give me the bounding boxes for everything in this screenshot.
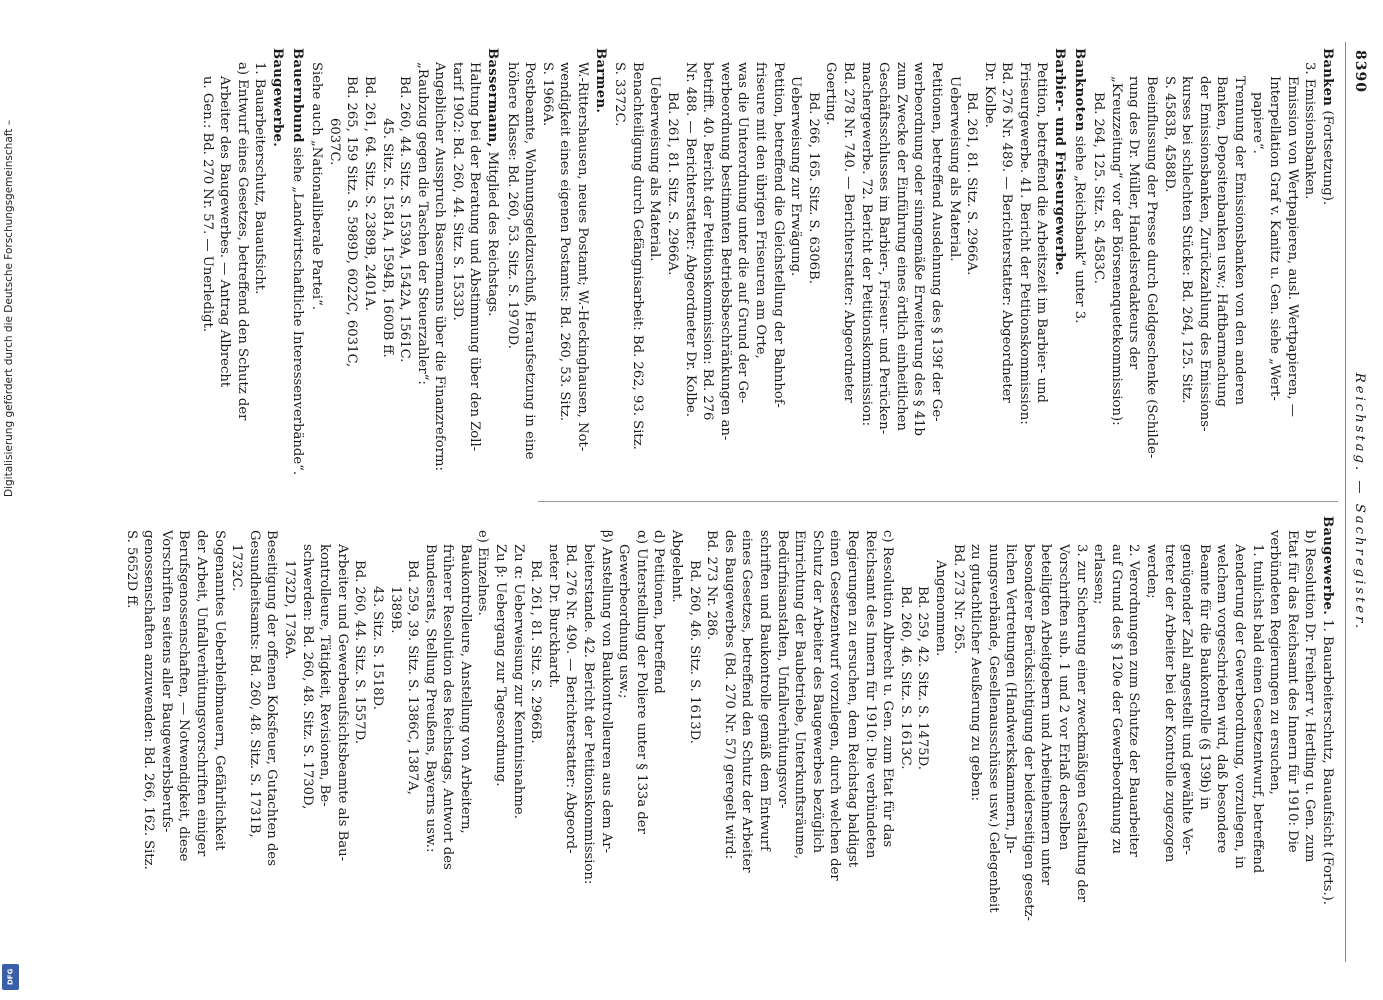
entry-line: Bd. 278 Nr. 740. — Berichterstatter: Abgeordneter xyxy=(840,62,856,403)
entry-line: c) Resolution Albrecht u. Gen. zum Etat für das xyxy=(880,530,896,848)
entry-line: siehe „Landwirtschaftliche Interessenverbände“. xyxy=(289,142,305,476)
index-entry xyxy=(308,48,502,488)
index-entry xyxy=(122,516,1336,956)
entry-line: S. 4583B, 4588D. xyxy=(1161,76,1177,193)
entry-line: Vorschriften sub. 1 und 2 vor Erlaß derselben xyxy=(1056,544,1072,851)
entry-line: 3. zur Sicherung einer zweckmäßigen Gestaltung der xyxy=(1073,544,1089,903)
entry-line: beteiligten Arbeitgebern und Arbeitnehmern unter xyxy=(1038,544,1054,886)
entry-line: Einrichtung der Baubetriebe, Unterkunftsräume, xyxy=(792,530,808,860)
entry-line: Baukontrolleure, Anstellung von Arbeitern, xyxy=(457,544,473,834)
entry-line: friseure mit den übrigen Friseuren am Orte, xyxy=(753,62,768,359)
index-entry xyxy=(288,48,306,488)
entry-line: Trennung der Emissionsbanken von den anderen xyxy=(1232,76,1248,406)
entry-line: kontrolleure, Tätigkeit, Revisionen, Be- xyxy=(317,544,333,807)
entry-line: rung des Dr. Müller, Handelsredakteurs der xyxy=(1126,76,1142,370)
entry-line: 2. Verordnungen zum Schutze der Bauarbeiter xyxy=(1126,544,1142,857)
entry-heading: Baugewerbe. xyxy=(269,48,285,148)
index-entry xyxy=(611,48,1068,488)
entry-line: wendigkeit eines eigenen Postamts: Bd. 260, 53. Sitz. xyxy=(557,62,573,422)
page-header xyxy=(1345,42,1370,962)
index-entry xyxy=(1070,48,1088,488)
entry-line: Arbeiter des Baugewerbes. — Antrag Albrecht xyxy=(217,76,233,388)
entry-line: Bd. 276 Nr. 489. — Berichterstatter: Abgeordneter xyxy=(999,62,1015,403)
entry-heading: Bassermann, xyxy=(485,48,501,148)
entry-line: 1. tunlichst bald einen Gesetzentwurf, betreffend xyxy=(1249,544,1265,874)
entry-line: S. 5652D ff. xyxy=(123,530,139,609)
digitization-stamp xyxy=(0,0,22,1000)
index-entry xyxy=(503,48,609,488)
entry-line: Banken, Depositenbanken usw.; Haftbarmachung xyxy=(1214,76,1230,407)
entry-line: Bd. 266, 165. Sitz. S. 6306B. xyxy=(805,92,821,284)
entry-line: 6037C. xyxy=(326,118,342,166)
entry-line: neter Dr. Burckhardt. xyxy=(545,544,561,689)
entry-line: Bd. 261, 81. Sitz. S. 2966A. xyxy=(665,92,681,276)
entry-heading: Bauernbund xyxy=(289,48,305,143)
entry-line: Gewerbeordnung usw.; xyxy=(616,544,632,699)
entry-line: erlassen; xyxy=(1091,544,1107,605)
entry-line: Bd. 260, 44. Sitz. S. 1539A, 1542A, 1561C. xyxy=(397,76,413,363)
entry-line: d) Petitionen, betreffend xyxy=(651,530,667,694)
entry-line: nungsverbände, Gesellenausschüsse usw.) Gelegenheit xyxy=(985,544,1001,913)
entry-line: schwerden: Bd. 260, 48. Sitz. S. 1730D, xyxy=(299,544,315,810)
entry-heading: Baugewerbe. xyxy=(1320,516,1335,616)
right-column xyxy=(120,516,1336,956)
entry-line: besonderer Berücksichtigung der beiderseitigen gesetz- xyxy=(1020,544,1036,921)
scanned-page xyxy=(50,42,1370,962)
entry-line: treter der Arbeiter bei der Kontrolle zugezogen xyxy=(1161,544,1177,863)
stamp-text: Digitalisierung gefördert durch die Deutsche Forschungsgemeinschaft – xyxy=(3,120,15,497)
entry-line: betrifft. 40. Bericht der Petitionskommission: Bd. 276 xyxy=(700,62,716,421)
entry-line: siehe „Reichsbank“ unter 3. xyxy=(1071,131,1087,324)
entry-line: (Fortsetzung). xyxy=(1320,106,1335,206)
entry-line: einen Gesetzentwurf vorzulegen, durch welchen der xyxy=(827,530,843,881)
index-entry xyxy=(1090,48,1336,488)
entry-line: Bd. 261, 81. Sitz. S. 2966A. xyxy=(964,92,980,276)
entry-line: Petition, betreffend die Gleichstellung der Bahnhof- xyxy=(770,62,786,408)
entry-line: Regierungen zu ersuchen, dem Reichstag baldigst xyxy=(844,530,860,868)
entry-line: „Raubzug gegen die Taschen der Steuerzahler“: xyxy=(414,62,430,385)
entry-heading: Banken xyxy=(1320,48,1335,107)
entry-line: 1732C. xyxy=(229,544,245,592)
entry-line: zu gutachtlicher Aeußerung zu geben: xyxy=(968,544,984,801)
entry-line: früherer Resolution des Reichstags, Antwort des xyxy=(440,544,456,870)
entry-line: Bd. 260, 46. Sitz. S. 1613C. xyxy=(897,586,913,770)
entry-line: „Kreuzzeitung“ vor der Börsenenquetekommission): xyxy=(1108,76,1124,426)
entry-line: Bedürfnisanstalten, Unfallverhütungsvor- xyxy=(774,530,790,809)
entry-line: Beseitigung der offenen Koksfeuer, Gutachten des xyxy=(264,530,280,866)
entry-line: zum Zwecke der Einführung eines örtlich einheitlichen xyxy=(893,62,909,431)
entry-line: was die Unterordnung unter die auf Grund der Ge- xyxy=(735,62,751,404)
column-divider xyxy=(538,501,1338,502)
entry-line: lichen Vertretungen (Handwerkskammern, Jn- xyxy=(1003,544,1019,854)
entry-line: Mitglied des Reichstags. xyxy=(485,147,501,317)
entry-line: 1389B. xyxy=(387,586,403,634)
entry-line: Bd. 264, 125. Sitz. S. 4583C. xyxy=(1091,92,1107,284)
entry-heading: Barmen. xyxy=(592,48,608,114)
index-entry xyxy=(198,48,286,488)
entry-heading: Barbier- und Friseurgewerbe. xyxy=(1052,48,1068,276)
entry-line: genossenschaften anzuwenden: Bd. 266, 162. Sitz. xyxy=(141,530,157,870)
entry-line: Vorschriften seitens aller Baugewerbsberufs- xyxy=(158,530,174,833)
entry-line: Etat für das Reichsamt des Innern für 1910: Die xyxy=(1284,530,1300,853)
entry-line: Haltung bei der Beratung und Abstimmung über den Zoll- xyxy=(467,62,483,452)
entry-line: Angenommen. xyxy=(932,560,948,657)
entry-line: eines Gesetzes, betreffend den Schutz der Arbeiter xyxy=(739,530,755,873)
entry-line: S. 3372C. xyxy=(612,62,628,127)
entry-line: Benachteiligung durch Gefängnisarbeit: Bd. 262, 93. Sitz. xyxy=(629,62,645,450)
entry-line: werden; xyxy=(1144,544,1160,599)
entry-line: Sogenanntes Ueberbleibmauern, Gefährlichkeit xyxy=(211,530,227,851)
entry-line: Angeblicher Ausspruch Bassermanns über die Finanzreform: xyxy=(432,62,448,471)
entry-line: Interpellation Graf v. Kanitz u. Gen. siehe „Wert- xyxy=(1267,76,1283,401)
entry-line: 3. Emissionsbanken. xyxy=(1302,62,1318,200)
entry-line: W.-Rittershausen, neues Postamt; W.-Heckinghausen, Not- xyxy=(575,62,591,452)
entry-line: höhere Klasse: Bd. 260, 53. Sitz. S. 1970D. xyxy=(504,62,520,349)
entry-line: der Arbeit, Unfallverhütungsvorschriften einiger xyxy=(194,530,209,857)
entry-line: Bd. 261, 81. Sitz. S. 2966B. xyxy=(528,560,544,744)
entry-line: Bd. 260, 46. Sitz. S. 1613D. xyxy=(686,560,702,744)
entry-line: Bd. 261, 64. Sitz. S. 2389B, 2401A. xyxy=(361,76,377,311)
entry-line: Beamte für die Baukontrolle (§ 139b) in xyxy=(1196,544,1212,810)
running-head: Reichstag. — Sachregister. xyxy=(1352,372,1367,632)
page-number: 8390 xyxy=(1352,50,1368,93)
entry-line: Bd. 265, 159 Sitz. S. 5989D, 6022C, 6031C, xyxy=(344,76,360,368)
entry-line: 1. Bauarbeiterschutz, Bauaufsicht (Forts.). xyxy=(1320,615,1335,905)
entry-heading: Banknoten xyxy=(1071,48,1087,132)
entry-line: Arbeiter und Gewerbeaufsichtsbeamte als Bau- xyxy=(334,544,350,862)
dfg-logo: DFG xyxy=(2,964,19,990)
entry-line: Beeinflussung der Presse durch Geldgeschenke (Schilde- xyxy=(1144,76,1160,459)
entry-line: Friseurgewerbe. 41. Bericht der Petitionskommission: xyxy=(1016,62,1032,425)
entry-line: Dr. Kolbe. xyxy=(981,62,997,128)
entry-line: a) Entwurf eines Gesetzes, betreffend den Schutz der xyxy=(234,62,250,421)
left-column xyxy=(196,48,1336,488)
entry-line: Siehe auch „Nationalliberale Partei“. xyxy=(309,62,325,310)
entry-line: Geschäftsschlusses im Barbier-, Friseur- und Perücken- xyxy=(876,62,892,435)
entry-line: verbündeten Regierungen zu ersuchen, xyxy=(1267,530,1283,795)
entry-line: Bd. 273 Nr. 286. xyxy=(704,530,720,641)
entry-line: schriften und Baukontrolle gemäß dem Entwurf xyxy=(757,530,772,851)
entry-line: Goerting. xyxy=(823,62,839,126)
entry-line: Berufsgenossenschaften, — Notwendigkeit, diese xyxy=(176,530,192,862)
entry-line: Schutz der Arbeiter des Baugewerbes bezüglich xyxy=(809,530,825,854)
entry-line: b) Resolution Dr. Freiherr v. Hertling u. Gen. zum xyxy=(1302,530,1318,863)
entry-line: beiterstande. 42. Bericht der Petitionskommission: xyxy=(581,544,597,885)
entry-line: genügender Zahl angestellt und gewählte Ver- xyxy=(1179,544,1195,855)
entry-line: Bd. 259, 39. Sitz. S. 1386C, 1387A, xyxy=(405,560,421,795)
entry-line: Postbeamte, Wohnungsgeldzuschuß, Heraufsetzung in eine xyxy=(522,62,538,460)
entry-line: papiere“. xyxy=(1249,92,1265,154)
entry-line: Ueberweisung zur Erwägung. xyxy=(788,76,804,277)
entry-line: werbeordnung oder sinngemäße Erweiterung des § 41b xyxy=(911,62,927,436)
entry-line: der Emissionsbanken, Zurückzahlung des Emissions- xyxy=(1196,76,1212,432)
entry-line: Bd. 260, 44. Sitz. S. 1557D. xyxy=(352,560,368,744)
entry-line: des Baugewerbes (Bd. 270 Nr. 57) geregelt wird: xyxy=(721,530,737,860)
entry-line: welchem vorgeschrieben wird, daß besondere xyxy=(1214,544,1230,854)
entry-line: 1. Bauarbeiterschutz, Bauaufsicht. xyxy=(252,62,268,295)
entry-line: u. Gen.: Bd. 270 Nr. 57. — Unerledigt. xyxy=(199,76,215,333)
entry-line: machergewerbe. 72. Bericht der Petitionskommission: xyxy=(858,62,874,427)
entry-line: kurses bei schlechten Stücke: Bd. 264, 125. Sitz. xyxy=(1179,76,1195,404)
entry-line: Zu α: Ueberweisung zur Kenntnisnahme. xyxy=(510,544,526,819)
entry-line: Nr. 488. — Berichterstatter: Abgeordneter Dr. Kolbe. xyxy=(682,62,698,417)
entry-line: Zu β: Uebergang zur Tagesordnung. xyxy=(493,544,509,787)
entry-line: Bd. 259, 42. Sitz. S. 1475D. xyxy=(915,586,931,770)
entry-line: tarif 1902: Bd. 260, 44. Sitz. S. 1533D. xyxy=(449,62,465,321)
entry-line: Petition, betreffend die Arbeitszeit im Barbier- und xyxy=(1034,62,1050,403)
entry-line: Ueberweisung als Material. xyxy=(647,76,663,262)
entry-line: werbeordnung bestimmten Betriebsbeschränkungen an- xyxy=(717,62,733,441)
entry-line: Emission von Wertpapieren, ausl. Wertpapieren, — xyxy=(1284,76,1300,417)
entry-line: Bundesrats, Stellung Preußens, Bayerns usw.: xyxy=(422,544,438,853)
entry-line: Reichsamt des Innern für 1910: Die verbündeten xyxy=(862,530,878,859)
entry-line: e) Einzelnes. xyxy=(475,530,491,616)
entry-line: S. 1966A. xyxy=(539,62,555,127)
entry-line: Ueberweisung als Material. xyxy=(946,76,962,262)
entry-line: α) Unterstellung der Poliere unter § 133a der xyxy=(633,530,649,834)
entry-line: 45. Sitz. S. 1581A, 1594B, 1600B ff. xyxy=(379,118,395,358)
entry-line: Petitionen, betreffend Ausdehnung des § 139f der Ge- xyxy=(928,62,944,422)
entry-line: Bd. 273 Nr. 265. xyxy=(950,544,966,655)
entry-line: Bd. 276 Nr. 490. — Berichterstatter: Abgeord- xyxy=(563,544,579,854)
entry-line: β) Anstellung von Baukontrolleuren aus dem Ar- xyxy=(598,530,614,854)
entry-line: Gesundheitsamts: Bd. 260, 48. Sitz. S. 1731B, xyxy=(246,530,262,838)
entry-line: auf Grund des § 120e der Gewerbeordnung zu xyxy=(1108,544,1124,855)
entry-line: 1732D, 1736A. xyxy=(281,560,297,660)
entry-line: 43. Sitz. S. 1518D. xyxy=(369,586,385,710)
entry-line: Abgelehnt. xyxy=(669,530,685,603)
entry-line: Aenderung der Gewerbeordnung, vorzulegen, in xyxy=(1232,544,1248,869)
